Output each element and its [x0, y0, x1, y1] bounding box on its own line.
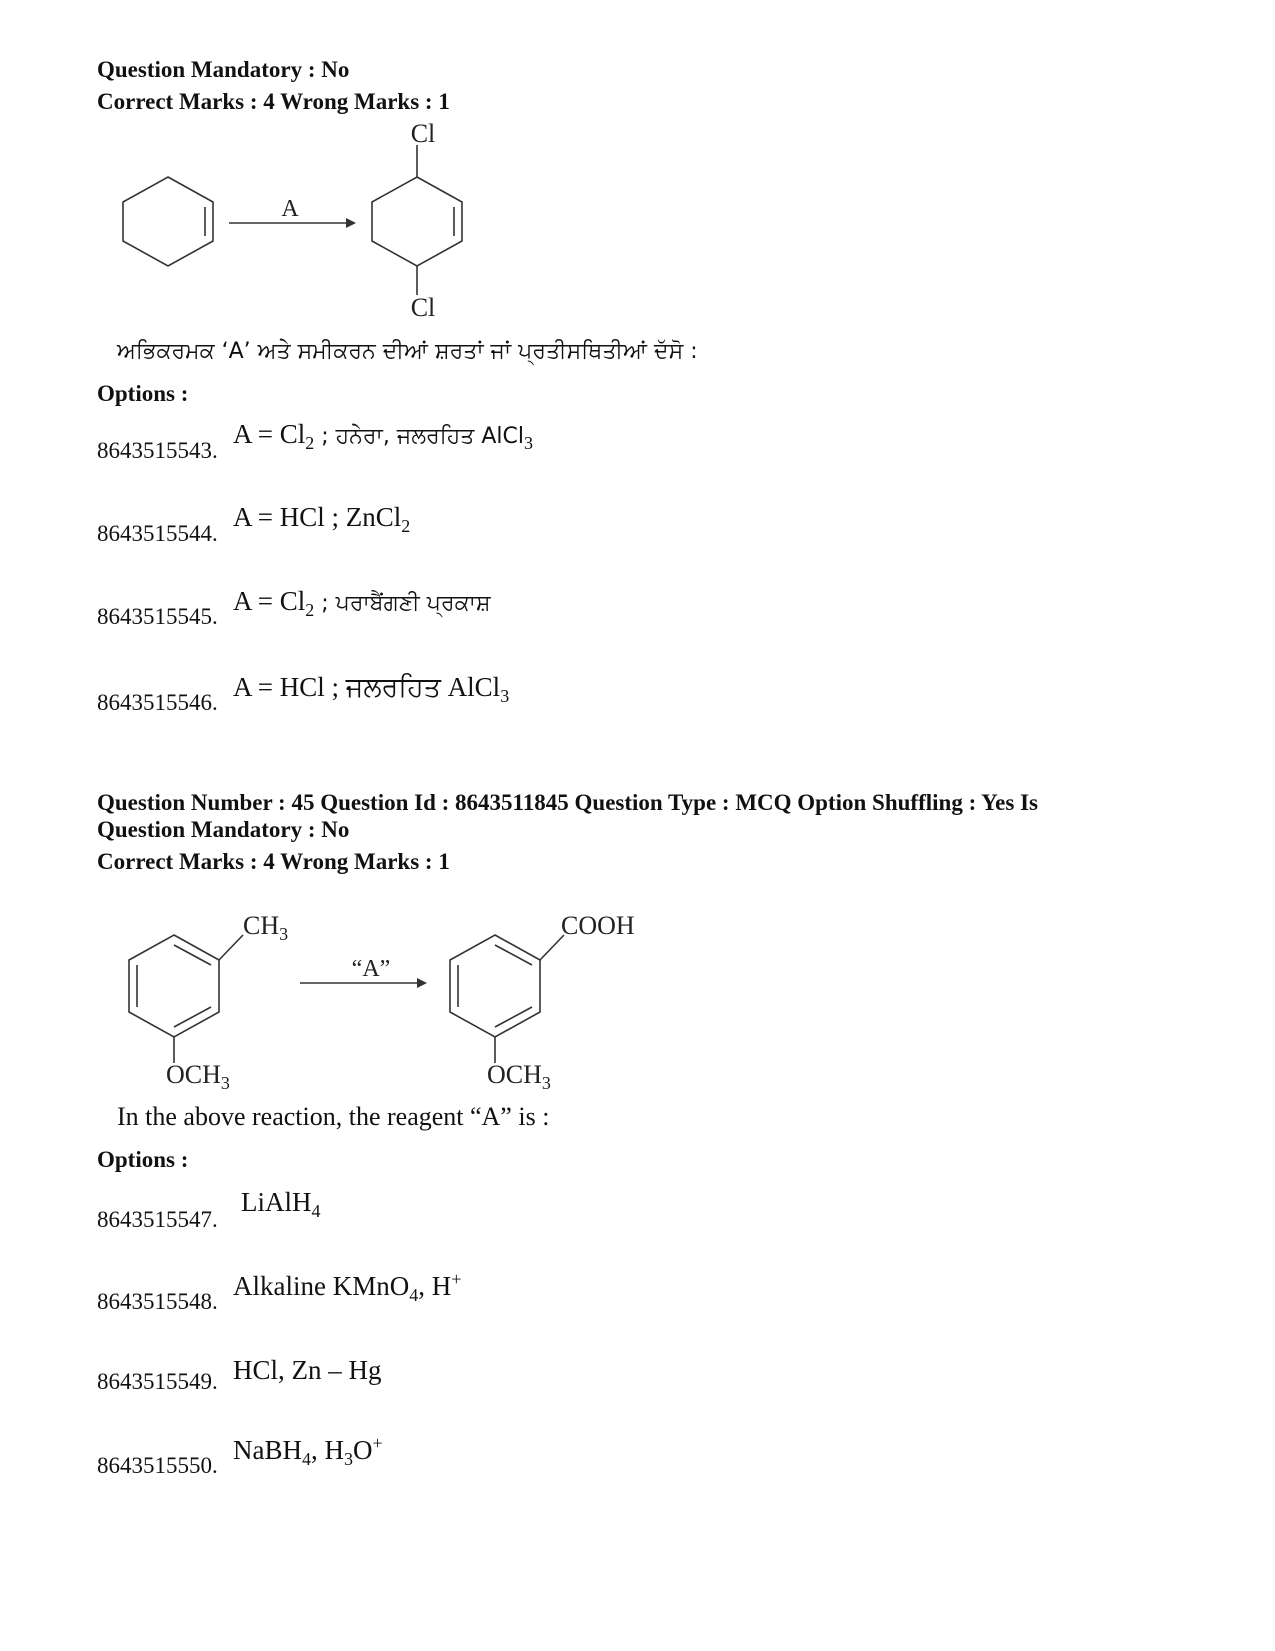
- q44-option-3-text[interactable]: $A = Cl_2$ ; ਪਰਾਬੈਂਗਣੀ ਪ੍ਰਕਾਸ਼: [233, 586, 491, 620]
- q44-arrow-label: A: [281, 196, 299, 222]
- q44-options-label: Options :: [97, 381, 189, 406]
- q45-option-4-id: 8643515550.: [97, 1453, 218, 1478]
- q45-option-2-id: 8643515548.: [97, 1289, 218, 1314]
- q44-marks: Correct Marks : 4 Wrong Marks : 1: [97, 89, 450, 114]
- arrow-head: [417, 978, 427, 988]
- right-benzene-ring: [450, 935, 540, 1037]
- q45-option-2-text[interactable]: Alkaline KMnO$_4$, H+: [233, 1269, 462, 1305]
- dichlorocyclohexene-ring: [372, 177, 462, 266]
- q45-left-top-group: $CH_3$: [243, 911, 289, 944]
- q44-mandatory: Question Mandatory : No: [97, 57, 350, 82]
- q44-option-3-id: 8643515545.: [97, 604, 218, 629]
- arrow-head: [346, 218, 356, 228]
- q45-header-line2: Question Mandatory : No: [97, 817, 350, 842]
- q44-option-1-id: 8643515543.: [97, 438, 218, 463]
- q44-top-substituent: Cl: [410, 119, 436, 148]
- left-benzene-ring: [129, 935, 219, 1037]
- q45-question-text: In the above reaction, the reagent “A” is :: [117, 1102, 550, 1131]
- q45-option-1-id: 8643515547.: [97, 1207, 218, 1232]
- q44-reaction-diagram: [0, 115, 700, 325]
- q44-question-text: ਅਭਿਕਰਮਕ ‘A’ ਅਤੇ ਸਮੀਕਰਨ ਦੀਆਂ ਸ਼ਰਤਾਂ ਜਾਂ ਪ੍ਰਤੀਸਥਿਤੀਆਂ ਦੱਸੋ :: [117, 339, 698, 364]
- q44-option-2-id: 8643515544.: [97, 521, 218, 546]
- q45-option-4-text[interactable]: NaBH$_4$, $H_3O^+$: [233, 1433, 383, 1469]
- cyclohexene-ring: [123, 177, 213, 266]
- q45-right-bottom-group: $OCH_3$: [487, 1060, 551, 1093]
- q45-header-line1: Question Number : 45 Question Id : 8643511845 Question Type : MCQ Option Shuffling : Yes Is: [97, 790, 1038, 815]
- q45-reaction-diagram: [0, 900, 700, 1100]
- q45-right-top-group: COOH: [561, 911, 635, 940]
- q45-option-3-id: 8643515549.: [97, 1369, 218, 1394]
- q44-option-4-text[interactable]: A = HCl ; ਜਲਰਹਿਤ AlCl$_3$: [233, 672, 510, 706]
- q44-option-4-id: 8643515546.: [97, 690, 218, 715]
- q45-option-1-text[interactable]: LiAlH$_4$: [241, 1187, 321, 1221]
- q45-marks: Correct Marks : 4 Wrong Marks : 1: [97, 849, 450, 874]
- q45-arrow-label: “A”: [351, 956, 391, 982]
- q44-bottom-substituent: Cl: [410, 293, 436, 322]
- q44-option-1-text[interactable]: $A = Cl_2$ ; ਹਨੇਰਾ, ਜਲਰਹਿਤ AlCl$_3$: [233, 419, 534, 453]
- q45-left-bottom-group: $OCH_3$: [166, 1060, 230, 1093]
- q44-option-2-text[interactable]: A = HCl ; ZnCl$_2$: [233, 502, 411, 536]
- q45-options-label: Options :: [97, 1147, 189, 1172]
- q45-option-3-text[interactable]: HCl, Zn – Hg: [233, 1355, 382, 1385]
